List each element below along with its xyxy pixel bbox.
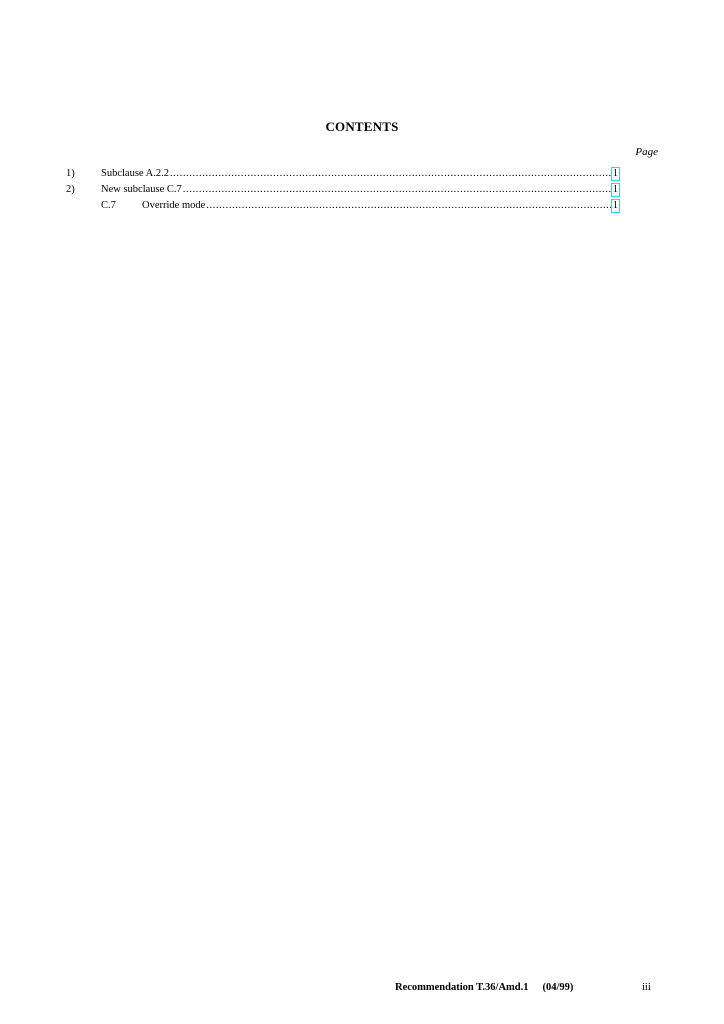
toc-page-link[interactable]: 1 bbox=[612, 200, 618, 211]
toc-subentry-label: Override mode bbox=[142, 200, 206, 211]
toc-entry bbox=[66, 166, 619, 182]
toc-entry-number: 2) bbox=[66, 184, 75, 195]
toc-page-link[interactable]: 1 bbox=[612, 168, 618, 179]
toc-entry-number: 1) bbox=[66, 168, 75, 179]
toc-subentry bbox=[66, 198, 619, 214]
dot-leader bbox=[170, 166, 611, 182]
footer-date: (04/99) bbox=[542, 982, 574, 993]
footer-recommendation: Recommendation T.36/Amd.1 bbox=[395, 982, 529, 993]
dot-leader bbox=[183, 182, 611, 198]
page-footer bbox=[395, 982, 573, 993]
contents-title: CONTENTS bbox=[325, 119, 399, 134]
toc-subentry-number: C.7 bbox=[101, 200, 116, 211]
toc-entry bbox=[66, 182, 619, 198]
dot-leader bbox=[206, 198, 610, 214]
toc-entry-label: New subclause C.7 bbox=[101, 184, 182, 195]
toc-entry-label: Subclause A.2.2 bbox=[101, 168, 169, 179]
page-folio: iii bbox=[642, 982, 651, 993]
page-column-heading: Page bbox=[635, 146, 658, 158]
toc-page-link[interactable]: 1 bbox=[612, 184, 618, 195]
table-of-contents bbox=[66, 166, 619, 214]
